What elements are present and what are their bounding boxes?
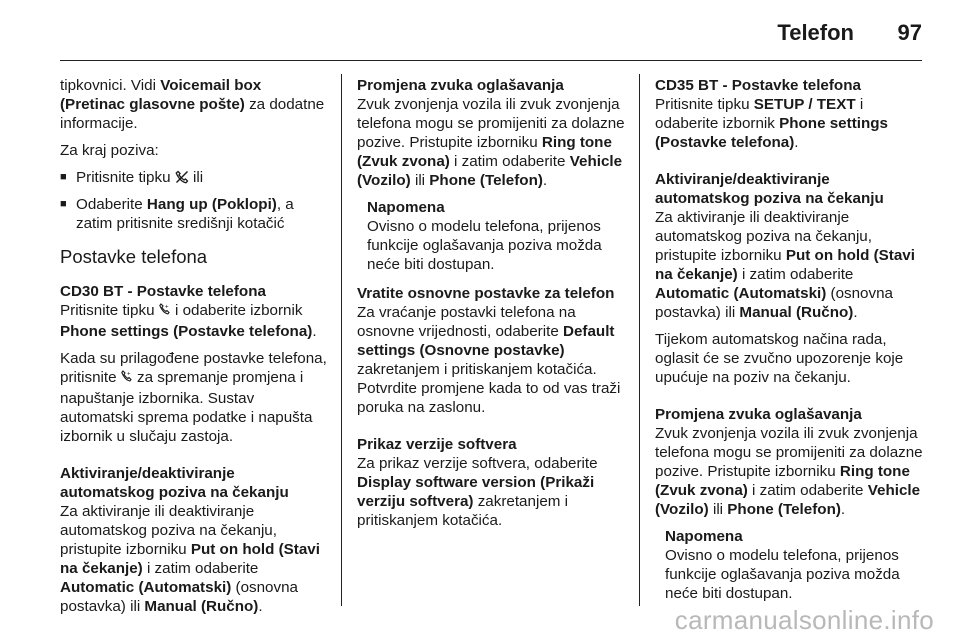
bullet-icon: ■ xyxy=(60,198,67,210)
paragraph: Zvuk zvonjenja vozila ili zvuk zvonjenja telefona mogu se promijeniti za dolazne pozive. Pristupite izborniku Ring tone (Zvuk zvona) i zatim odaberite Vehicle (Vozilo) ili Phone (Telefon). xyxy=(357,96,625,189)
note-box xyxy=(357,198,625,274)
page-header xyxy=(60,0,922,62)
note-title: Napomena xyxy=(367,199,445,216)
subsection-title: Promjena zvuka oglašavanja xyxy=(357,77,564,94)
paragraph: Zvuk zvonjenja vozila ili zvuk zvonjenja telefona mogu se promijeniti za dolazne pozive. Pristupite izborniku Ring tone (Zvuk zvona) i zatim odaberite Vehicle (Vozilo) ili Phone (Telefon). xyxy=(655,425,923,518)
column-2 xyxy=(357,76,625,538)
paragraph: Pritisnite tipku + i odaberite izbornik Phone settings (Postavke telefona). xyxy=(60,302,317,340)
svg-text:+: + xyxy=(164,304,169,311)
menu-ref: Voicemail box (Pretinac glasovne pošte) xyxy=(60,77,262,113)
subsection-title: CD35 BT - Postavke telefona xyxy=(655,77,861,94)
subsection-title: Promjena zvuka oglašavanja xyxy=(655,406,862,423)
column-3 xyxy=(655,76,927,613)
page-title: Telefon xyxy=(777,20,854,45)
paragraph: Za aktiviranje ili deaktiviranje automatskog poziva na čekanju, pristupite izborniku Put on hold (Stavi na čekanje) i zatim odaberite Automatic (Automatski) (osnovna postavka) ili Manual (Ručno). xyxy=(655,209,915,321)
paragraph: Pritisnite tipku SETUP / TEXT i odaberite izbornik Phone settings (Postavke telefona). xyxy=(655,96,888,151)
paragraph: Za prikaz verzije softvera, odaberite Display software version (Prikaži verziju softvera) zakretanjem i pritiskanjem kotačića. xyxy=(357,455,598,529)
column-1 xyxy=(60,76,328,624)
header-rule xyxy=(60,60,922,61)
subsection-title: Aktiviranje/deaktiviranje automatskog poziva na čekanju xyxy=(60,465,289,501)
paragraph: Za aktiviranje ili deaktiviranje automatskog poziva na čekanju, pristupite izborniku Put on hold (Stavi na čekanje) i zatim odaberite Automatic (Automatski) (osnovna postavka) ili Manual (Ručno). xyxy=(60,503,320,615)
watermark: carmanualsonline.info xyxy=(674,605,934,635)
phone-settings-icon xyxy=(159,303,171,322)
note-text: Ovisno o modelu telefona, prijenos funkcije oglašavanja poziva možda neće biti dostupan. xyxy=(367,218,602,273)
subsection-title: Prikaz verzije softvera xyxy=(357,436,517,453)
subsection-title: Aktiviranje/deaktiviranje automatskog poziva na čekanju xyxy=(655,171,884,207)
paragraph: Za vraćanje postavki telefona na osnovne vrijednosti, odaberite Default settings (Osnovne postavke) zakretanjem i pritiskanjem kotačića. Potvrdite promjene kada to od vas traži poruka na zaslonu. xyxy=(357,304,621,416)
phone-settings-icon xyxy=(121,370,133,389)
bullet-icon: ■ xyxy=(60,171,67,183)
column-divider-2 xyxy=(639,74,640,606)
list-item: ■ Pritisnite tipku ili xyxy=(60,168,328,189)
paragraph-voicemail: tipkovnici. Vidi Voicemail box (Pretinac glasovne pošte) za dodatne informacije. xyxy=(60,77,325,132)
list-item: ■ Odaberite Hang up (Poklopi), a zatim pritisnite središnji kotačić xyxy=(60,196,294,232)
section-heading: Postavke telefona xyxy=(60,246,208,267)
paragraph: Kada su prilagođene postavke telefona, pritisnite + za spremanje promjena i napuštanje izbornika. Sustav automatski sprema podatke i napušta izbornik u slučaju zastoja. xyxy=(60,350,327,445)
subsection-title: CD30 BT - Postavke telefona xyxy=(60,283,266,300)
phone-hangup-icon xyxy=(175,170,189,189)
note-text: Ovisno o modelu telefona, prijenos funkcije oglašavanja poziva možda neće biti dostupan. xyxy=(665,547,900,602)
paragraph: Tijekom automatskog načina rada, oglasit će se zvučno upozorenje koje upućuje na poziv na čekanju. xyxy=(655,331,904,386)
svg-text:+: + xyxy=(126,371,131,378)
note-title: Napomena xyxy=(665,528,743,545)
page-number: 97 xyxy=(897,20,922,45)
subsection-title: Vratite osnovne postavke za telefon xyxy=(357,285,615,302)
paragraph-end-call: Za kraj poziva: xyxy=(60,142,159,159)
column-divider-1 xyxy=(341,74,342,606)
note-box xyxy=(655,527,927,603)
